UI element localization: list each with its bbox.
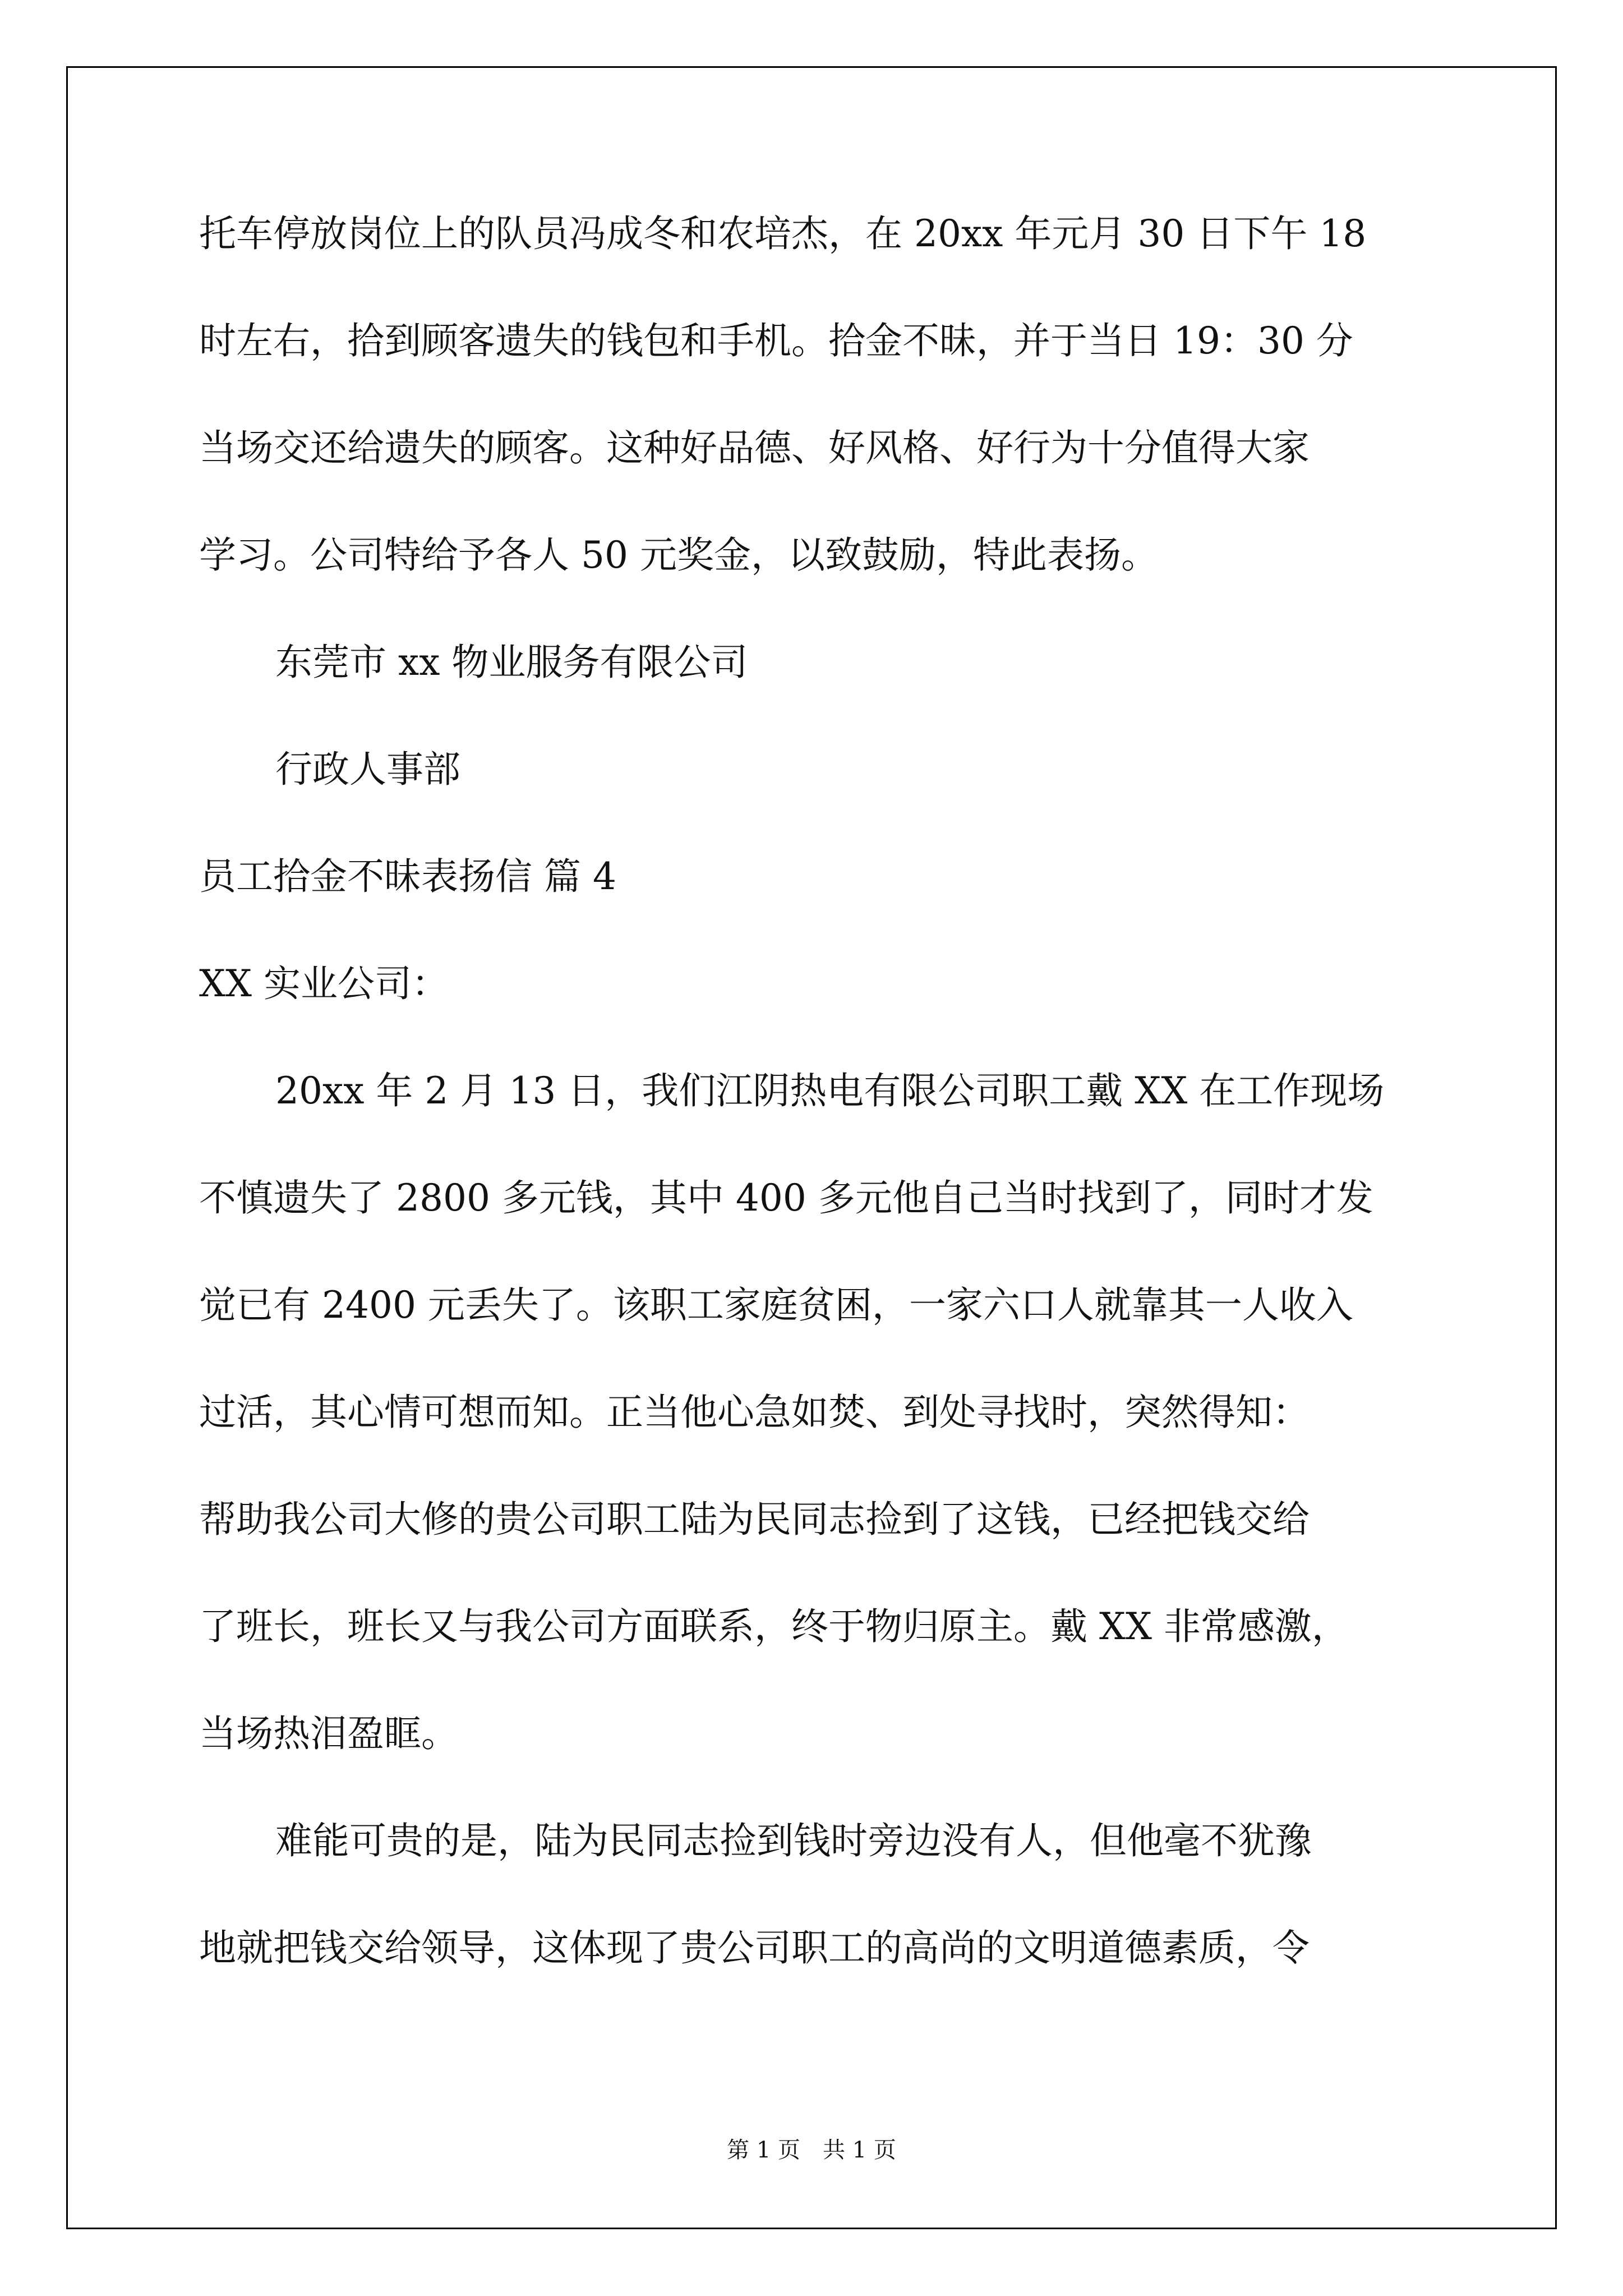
text-line: 20xx 年 2 月 13 日，我们江阴热电有限公司职工戴 XX 在工作现场 (275, 1069, 1385, 1112)
department-signature: 行政人事部 (275, 748, 460, 791)
text-line: 当场热泪盈眶。 (199, 1712, 458, 1755)
text-line: 不慎遗失了 2800 多元钱，其中 400 多元他自己当时找到了，同时才发 (199, 1176, 1373, 1220)
text-line: 觉已有 2400 元丢失了。该职工家庭贫困，一家六口人就靠其一人收入 (199, 1283, 1353, 1327)
text-line: 学习。公司特给予各人 50 元奖金，以致鼓励，特此表扬。 (199, 533, 1158, 577)
page-footer: 第 1 页 共 1 页 (727, 2137, 896, 2163)
text-line: 难能可贵的是，陆为民同志捡到钱时旁边没有人，但他毫不犹豫 (275, 1819, 1312, 1862)
text-line: 过活，其心情可想而知。正当他心急如焚、到处寻找时，突然得知： (199, 1391, 1310, 1434)
text-line: 地就把钱交给领导，这体现了贵公司职工的高尚的文明道德素质，令 (199, 1926, 1310, 1970)
page-border (66, 66, 1557, 2229)
section-heading: 员工拾金不昧表扬信 篇 4 (199, 855, 616, 898)
text-line: 了班长，班长又与我公司方面联系，终于物归原主。戴 XX 非常感激， (199, 1605, 1349, 1648)
text-line: 时左右，拾到顾客遗失的钱包和手机。拾金不昧，并于当日 19：30 分 (199, 319, 1353, 362)
text-line: 托车停放岗位上的队员冯成冬和农培杰，在 20xx 年元月 30 日下午 18 (199, 212, 1367, 255)
company-signature: 东莞市 xx 物业服务有限公司 (275, 641, 748, 684)
text-line: 当场交还给遗失的顾客。这种好品德、好风格、好行为十分值得大家 (199, 426, 1310, 470)
text-line: 帮助我公司大修的贵公司职工陆为民同志捡到了这钱，已经把钱交给 (199, 1498, 1310, 1541)
letter-salutation: XX 实业公司： (199, 962, 449, 1005)
